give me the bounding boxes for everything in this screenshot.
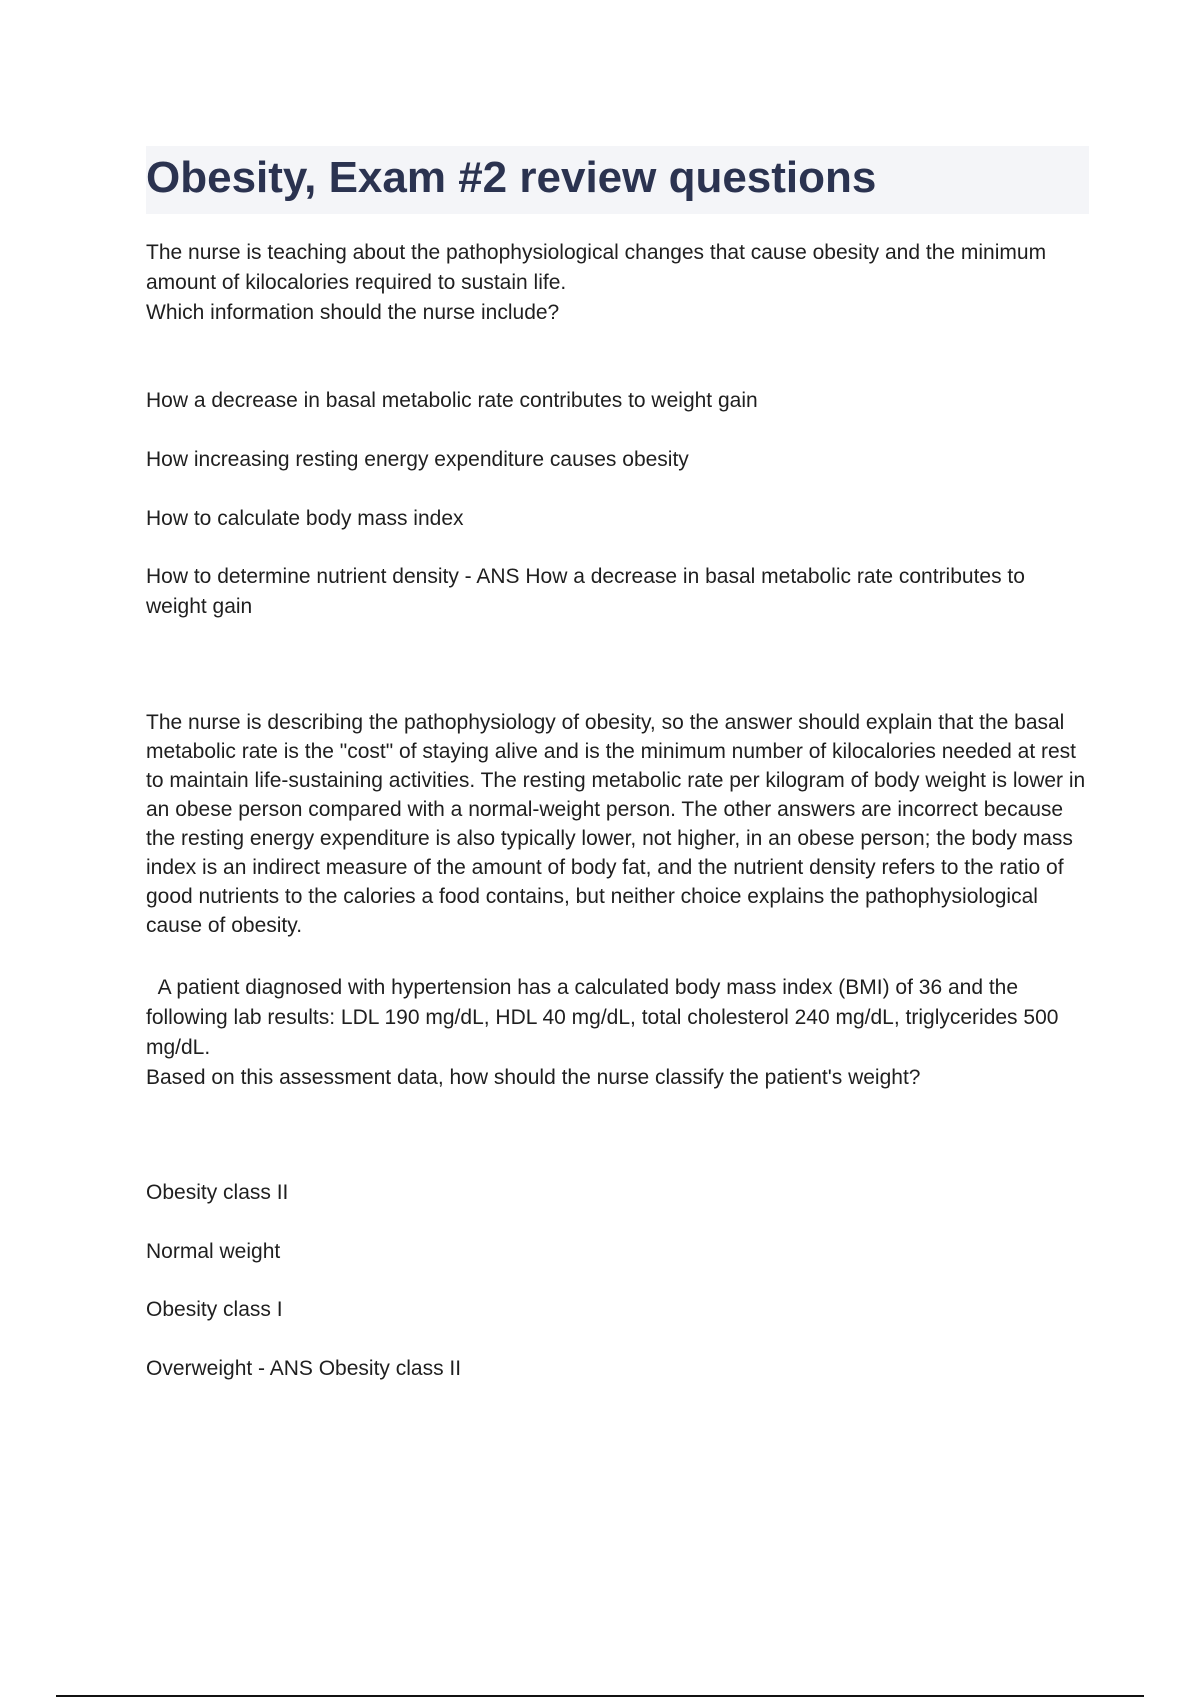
question-1-prompt: The nurse is teaching about the pathophysiological changes that cause obesity and the minimum amount of kilocalories required to sustain life. Which information should the nurse include? [146, 241, 1047, 324]
title-banner [146, 146, 1089, 214]
question-2-option-c: Obesity class I [146, 1298, 283, 1321]
question-2-option-a: Obesity class II [146, 1181, 289, 1204]
question-2-option-b: Normal weight [146, 1240, 281, 1263]
question-1-option-b: How increasing resting energy expenditure causes obesity [146, 448, 689, 471]
question-2-prompt: A patient diagnosed with hypertension has a calculated body mass index (BMI) of 36 and the following lab results: LDL 190 mg/dL, HDL 40 mg/dL, total cholesterol 240 mg/dL, triglycerides 500 mg/dL. Based on this assessment data, how should the nurse classify the patient's weight? [146, 976, 1059, 1089]
footer-divider [56, 1695, 1144, 1697]
question-2-option-d-answer: Overweight - ANS Obesity class II [146, 1357, 462, 1380]
question-1-rationale: The nurse is describing the pathophysiology of obesity, so the answer should explain that the basal metabolic rate is the "cost" of staying alive and is the minimum number of kilocalories needed at rest to maintain life-sustaining activities. The resting metabolic rate per kilogram of body weight is lower in an obese person compared with a normal-weight person. The other answers are incorrect because the resting energy expenditure is also typically lower, not higher, in an obese person; the body mass index is an indirect measure of the amount of body fat, and the nutrient density refers to the ratio of good nutrients to the calories a food contains, but neither choice explains the pathophysiological cause of obesity. [146, 711, 1092, 937]
question-1-option-a: How a decrease in basal metabolic rate contributes to weight gain [146, 389, 758, 412]
question-1-option-c: How to calculate body mass index [146, 507, 464, 530]
question-1-option-d-answer: How to determine nutrient density - ANS How a decrease in basal metabolic rate contributes to weight gain [146, 565, 1031, 618]
page-title: Obesity, Exam #2 review questions [146, 153, 877, 202]
